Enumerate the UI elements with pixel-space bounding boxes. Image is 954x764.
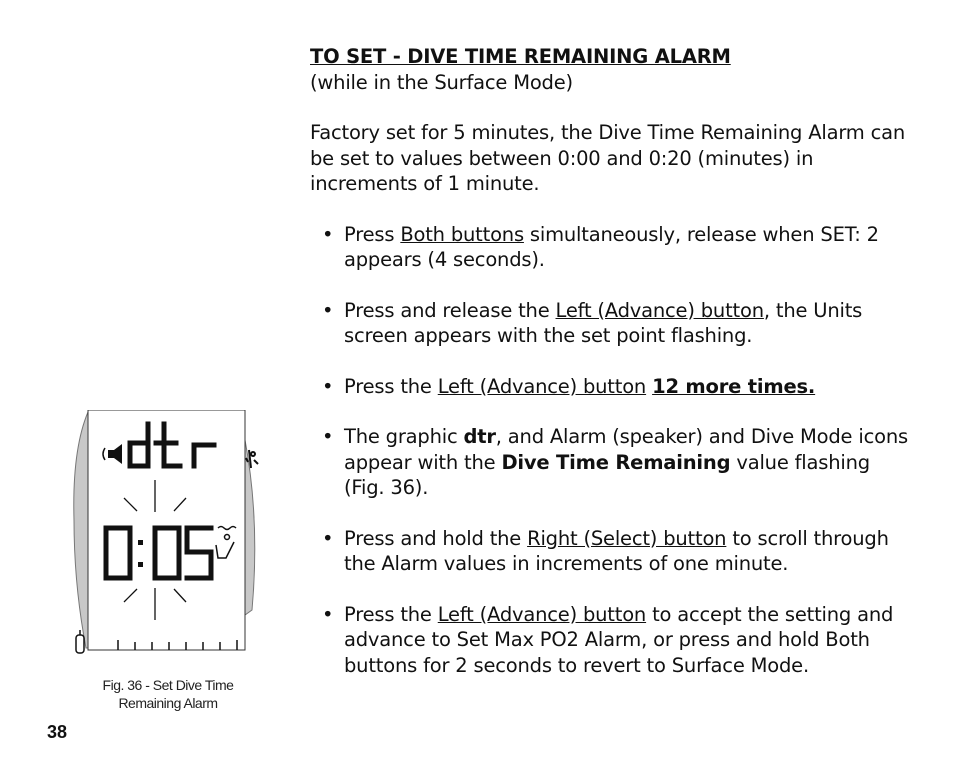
section-subtitle: (while in the Surface Mode) bbox=[310, 70, 573, 94]
step-emphasis: dtr bbox=[463, 425, 496, 448]
step-text: simultaneously, release when SET: 2 appears (4 seconds). bbox=[344, 222, 879, 271]
step-button-ref: Left (Advance) button bbox=[555, 298, 764, 322]
step-item bbox=[309, 602, 910, 679]
step-button-ref: Left (Advance) button bbox=[437, 602, 647, 626]
step-text: value flashing (Fig. 36). bbox=[344, 450, 870, 499]
step-text: Press and hold the bbox=[344, 526, 528, 550]
figure-caption bbox=[78, 676, 258, 712]
page-number: 38 bbox=[47, 722, 68, 742]
step-text: The graphic bbox=[344, 425, 464, 448]
step-item bbox=[309, 526, 910, 577]
step-text: Press and release the bbox=[344, 298, 556, 322]
steps-list bbox=[310, 222, 910, 679]
instruction-column bbox=[310, 44, 910, 703]
step-text: Press bbox=[344, 222, 401, 246]
dive-computer-display-figure bbox=[68, 410, 268, 660]
step-item bbox=[309, 298, 910, 349]
tank-icon bbox=[76, 630, 84, 653]
step-button-ref: Left (Advance) button bbox=[437, 374, 647, 398]
intro-paragraph: Factory set for 5 minutes, the Dive Time Remaining Alarm can be set to values between 0:00 and 0:20 (minutes) in increments of 1 minute. bbox=[310, 121, 906, 195]
caption-line: Fig. 36 - Set Dive Time bbox=[102, 677, 234, 693]
section-title: TO SET - DIVE TIME REMAINING ALARM bbox=[310, 45, 731, 68]
step-item bbox=[309, 374, 910, 400]
step-item bbox=[309, 424, 910, 501]
bezel-left bbox=[74, 412, 88, 648]
step-text: Press the bbox=[344, 602, 438, 626]
step-text: , and Alarm (speaker) and Dive Mode icons appear with the bbox=[344, 425, 908, 474]
caption-line: Remaining Alarm bbox=[118, 695, 218, 711]
step-emphasis: Dive Time Remaining bbox=[501, 450, 731, 474]
step-button-ref: Both buttons bbox=[400, 222, 524, 246]
step-text: to scroll through the Alarm values in increments of one minute. bbox=[344, 526, 889, 575]
step-text: Press the bbox=[344, 374, 438, 398]
step-text: , the Units screen appears with the set point flashing. bbox=[344, 298, 863, 347]
step-item bbox=[309, 222, 910, 273]
step-button-ref: Right (Select) button bbox=[527, 526, 727, 550]
step-emphasis: 12 more times. bbox=[652, 374, 816, 398]
step-text: to accept the setting and advance to Set Max PO2 Alarm, or press and hold Both buttons for 2 seconds to revert to Surface Mode. bbox=[344, 602, 894, 677]
